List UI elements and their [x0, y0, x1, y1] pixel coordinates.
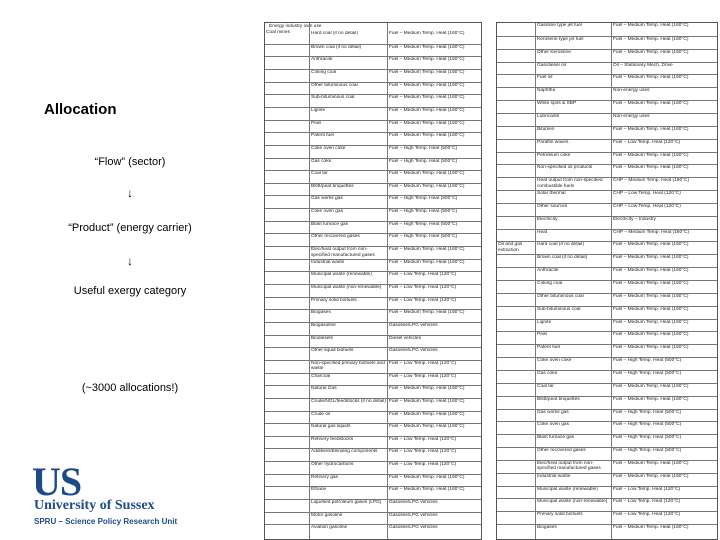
product-cell: Biogases — [537, 525, 557, 531]
category-cell: Fuel – Medium Temp. Heat (160°C) — [389, 120, 465, 126]
category-cell: Fuel – Medium Temp. Heat (160°C) — [389, 411, 465, 417]
table-row — [497, 74, 717, 88]
product-cell: Anthracite — [537, 268, 559, 274]
allocation-table-right — [496, 22, 718, 540]
category-cell: Fuel – Medium Temp. Heat (160°C) — [389, 183, 465, 189]
category-cell: Fuel – Medium Temp. Heat (160°C) — [613, 242, 689, 248]
table-row — [265, 423, 481, 437]
table-row — [265, 461, 481, 475]
product-cell: Non-specified oil products — [537, 165, 593, 171]
down-arrow-icon: ↓ — [127, 186, 133, 200]
category-cell: Fuel – Medium Temp. Heat (160°C) — [613, 396, 689, 402]
table-row — [265, 335, 481, 349]
category-cell: Fuel – Low Temp. Heat (120°C) — [389, 436, 457, 442]
category-cell: Gasoline/LPG vehicles — [389, 500, 438, 506]
category-cell: Fuel – High Temp. Heat (500°C) — [389, 145, 458, 151]
table-row — [497, 293, 717, 307]
product-cell: Other liquid biofuels — [311, 348, 354, 354]
table-row — [497, 254, 717, 268]
category-cell: Fuel – High Temp. Heat (500°C) — [389, 196, 458, 202]
product-cell: Peat — [537, 332, 547, 338]
product-cell: Hard coal (if no detail) — [537, 242, 584, 248]
product-cell: Other hydrocarbons — [311, 462, 354, 468]
category-cell: Fuel – High Temp. Heat (500°C) — [613, 370, 682, 376]
category-cell: CHP – Low Temp. Heat (120°C) — [613, 203, 681, 209]
category-cell: Fuel – Medium Temp. Heat (160°C) — [613, 473, 689, 479]
category-cell: Fuel – Medium Temp. Heat (160°C) — [613, 332, 689, 338]
table-row — [497, 36, 717, 50]
category-cell: Electricity – Industry — [613, 216, 656, 222]
product-cell: Anthracite — [311, 57, 333, 63]
category-cell: Fuel – Medium Temp. Heat (160°C) — [613, 383, 689, 389]
product-cell: Other recovered gases — [311, 234, 360, 240]
table-row — [497, 216, 717, 230]
table-row — [497, 126, 717, 140]
table-row — [265, 474, 481, 488]
table-row — [497, 511, 717, 525]
product-cell: Kerosene type jet fuel — [537, 36, 584, 42]
category-cell: Fuel – Medium Temp. Heat (160°C) — [613, 255, 689, 261]
category-cell: Fuel – Low Temp. Heat (120°C) — [389, 462, 457, 468]
category-cell: Fuel – Medium Temp. Heat (160°C) — [389, 386, 465, 392]
product-cell: Petroleum coke — [537, 152, 571, 158]
category-cell: Fuel – Low Temp. Heat (120°C) — [389, 285, 457, 290]
table-row — [497, 498, 717, 512]
table-row — [265, 69, 481, 83]
product-cell: Heat output from non-specified combustible fuels — [537, 178, 603, 189]
table-row — [265, 208, 481, 222]
table-row — [265, 183, 481, 197]
group-label-oil-gas-extraction: Oil and gas extraction — [498, 242, 523, 254]
category-cell: Fuel – Low Temp. Heat (120°C) — [613, 499, 681, 505]
category-cell: Fuel – Medium Temp. Heat (160°C) — [389, 57, 465, 63]
table-row — [265, 44, 481, 58]
product-cell: Fuel oil — [537, 75, 553, 81]
category-cell: Gasoline/LPG vehicles — [389, 322, 438, 328]
table-row — [497, 396, 717, 410]
table-row — [497, 421, 717, 435]
category-cell: Fuel – Medium Temp. Heat (160°C) — [613, 306, 689, 312]
product-cell: Solar thermal — [537, 191, 566, 197]
product-cell: Aviation gasoline — [311, 525, 348, 531]
table-row — [265, 132, 481, 146]
table-row — [265, 145, 481, 159]
logo-university-name: University of Sussex — [34, 498, 155, 513]
product-cell: Charcoal — [311, 373, 331, 379]
product-cell: Hard coal (if no detail) — [311, 31, 358, 36]
category-cell: Fuel – Low Temp. Heat (120°C) — [389, 297, 457, 303]
table-row — [497, 486, 717, 500]
product-cell: Gasoline type jet fuel — [537, 23, 582, 28]
table-row — [497, 177, 717, 191]
product-cell: Industrial waste — [311, 259, 345, 265]
product-cell: Lignite — [311, 107, 326, 113]
product-cell: Coke oven coke — [537, 358, 572, 364]
product-cell: Lubricants — [537, 113, 560, 119]
category-cell: Fuel – Low Temp. Heat (120°C) — [613, 512, 681, 518]
product-cell: Biodiesels — [311, 335, 333, 341]
table-row — [265, 398, 481, 412]
category-cell: Fuel – Low Temp. Heat (120°C) — [613, 139, 681, 145]
table-row — [265, 271, 481, 285]
table-row — [265, 499, 481, 513]
table-row — [265, 107, 481, 121]
category-cell: CHP – Medium Temp. Heat (160°C) — [613, 178, 690, 184]
category-cell: Fuel – Medium Temp. Heat (160°C) — [613, 293, 689, 299]
table-row — [497, 447, 717, 461]
table-row — [265, 221, 481, 235]
table-row — [497, 306, 717, 320]
category-cell: Gasoline/LPG vehicles — [389, 348, 438, 354]
product-cell: Blast furnace gas — [311, 221, 349, 227]
product-cell: Primary solid biofuels — [311, 297, 357, 303]
product-cell: Refinery gas — [311, 474, 338, 480]
product-cell: Liquefied petroleum gases (LPG) — [311, 500, 382, 506]
product-cell: Sub-bituminous coal — [537, 306, 581, 312]
table-header: Energy industry own use — [269, 24, 322, 29]
category-cell: Fuel – Medium Temp. Heat (160°C) — [389, 69, 465, 75]
product-cell: Peat — [311, 120, 321, 126]
product-cell: Gas works gas — [311, 196, 343, 202]
category-cell: Fuel – High Temp. Heat (500°C) — [389, 234, 458, 240]
category-cell: Non-energy uses — [613, 113, 650, 119]
product-cell: Municipal waste (non-renewable) — [311, 285, 382, 290]
category-cell: Fuel – High Temp. Heat (500°C) — [613, 435, 682, 441]
table-row — [265, 524, 481, 538]
category-cell: Fuel – Medium Temp. Heat (160°C) — [613, 126, 689, 132]
product-cell: Natural gas liquids — [311, 424, 351, 430]
product-cell: Coal tar — [311, 171, 328, 177]
category-cell: Gasoline/LPG vehicles — [389, 525, 438, 531]
group-label-coal-mines: Coal mines — [266, 30, 290, 35]
table-row — [497, 49, 717, 63]
category-cell: Fuel – Medium Temp. Heat (160°C) — [613, 460, 689, 466]
logo-unit-name: SPRU – Science Policy Research Unit — [34, 517, 178, 526]
table-row — [497, 152, 717, 166]
product-cell: Gas/diesel oil — [537, 62, 566, 68]
product-cell: Coke oven gas — [537, 422, 569, 428]
table-row — [265, 347, 481, 361]
table-row — [497, 87, 717, 101]
product-cell: Municipal waste (non-renewable) — [537, 499, 608, 505]
table-row — [265, 158, 481, 172]
table-row — [497, 23, 717, 36]
product-cell: Non-specified primary biofuels and waste — [311, 360, 385, 372]
category-cell: Fuel – Medium Temp. Heat (160°C) — [389, 44, 465, 50]
product-cell: Coking coal — [537, 281, 563, 286]
category-cell: CHP – Low Temp. Heat (120°C) — [613, 191, 681, 197]
product-cell: Crude oil — [311, 411, 331, 417]
category-cell: Fuel – Medium Temp. Heat (160°C) — [613, 101, 689, 107]
table-row — [265, 259, 481, 273]
category-cell: Fuel – High Temp. Heat (500°C) — [613, 358, 682, 364]
table-row — [497, 383, 717, 397]
table-row — [497, 473, 717, 487]
product-cell: Elec/heat output from non-specified manufactured gases — [537, 460, 601, 472]
category-cell: Diesel vehicles — [389, 335, 421, 341]
table-row — [497, 460, 717, 474]
category-cell: Fuel – Medium Temp. Heat (160°C) — [389, 310, 465, 316]
table-row — [497, 280, 717, 294]
category-cell: Fuel – High Temp. Heat (500°C) — [613, 448, 682, 454]
table-row — [265, 309, 481, 323]
category-cell: Gasoline/LPG vehicles — [389, 512, 438, 518]
table-row — [497, 409, 717, 423]
table-row — [497, 524, 717, 538]
product-cell: Coke oven coke — [311, 145, 346, 151]
product-cell: Gas coke — [311, 158, 332, 164]
category-cell: Fuel – Low Temp. Heat (120°C) — [389, 449, 457, 455]
product-cell: BKB/peat briquettes — [537, 396, 580, 402]
product-cell: White spirit & SBP — [537, 101, 577, 107]
product-cell: Other sources — [537, 203, 568, 209]
logo-mark: US — [32, 459, 82, 504]
category-cell: Fuel – Medium Temp. Heat (160°C) — [613, 49, 689, 55]
table-row — [497, 164, 717, 178]
product-cell: Brown coal (if no detail) — [537, 255, 588, 261]
category-cell: Fuel – Medium Temp. Heat (160°C) — [389, 171, 465, 177]
category-cell: Fuel – High Temp. Heat (500°C) — [613, 422, 682, 428]
category-cell: Fuel – Medium Temp. Heat (160°C) — [613, 319, 689, 325]
table-row — [497, 62, 717, 76]
allocations-note: (~3000 allocations!) — [81, 382, 179, 394]
category-cell: Oil – Stationary Mech. Drive — [613, 62, 673, 68]
table-row — [265, 170, 481, 184]
product-cell: Bitumen — [537, 126, 555, 132]
category-cell: Fuel – Medium Temp. Heat (160°C) — [389, 424, 465, 430]
product-cell: Patent fuel — [537, 345, 560, 351]
table-row — [497, 203, 717, 217]
flow-step-useful-exergy: Useful exergy category — [73, 285, 187, 297]
category-cell: Fuel – Medium Temp. Heat (160°C) — [613, 36, 689, 42]
table-row — [265, 120, 481, 134]
product-cell: Lignite — [537, 319, 552, 325]
table-row — [497, 319, 717, 333]
product-cell: Gas works gas — [537, 409, 569, 415]
category-cell: Fuel – Medium Temp. Heat (160°C) — [389, 247, 465, 253]
product-cell: Heat — [537, 229, 548, 235]
slide-title: Allocation — [44, 101, 117, 118]
product-cell: Coal tar — [537, 383, 554, 389]
table-row — [265, 246, 481, 260]
table-row — [265, 233, 481, 247]
product-cell: Motor gasoline — [311, 512, 343, 518]
product-cell: Crude/NGL/feedstocks (if no detail) — [311, 398, 386, 404]
category-cell: Fuel – Medium Temp. Heat (160°C) — [389, 133, 465, 139]
table-row — [265, 297, 481, 311]
product-cell: Electricity — [537, 216, 558, 222]
product-cell: Brown coal (if no detail) — [311, 44, 362, 50]
product-cell: Biogases — [311, 310, 331, 316]
table-row — [497, 100, 717, 114]
category-cell: Fuel – Low Temp. Heat (120°C) — [389, 373, 457, 379]
category-cell: Fuel – Low Temp. Heat (120°C) — [613, 486, 681, 492]
category-cell: Fuel – High Temp. Heat (500°C) — [389, 221, 458, 227]
category-cell: Fuel – Medium Temp. Heat (160°C) — [389, 95, 465, 101]
table-row — [265, 436, 481, 450]
product-cell: Biogasoline — [311, 322, 336, 328]
product-cell: Other recovered gases — [537, 448, 586, 454]
category-cell: Non-energy uses — [613, 88, 650, 94]
product-cell: Natural Gas — [311, 386, 337, 392]
table-row — [497, 229, 717, 243]
table-row — [265, 486, 481, 500]
table-row — [497, 267, 717, 281]
table-row — [265, 448, 481, 462]
down-arrow-icon: ↓ — [127, 254, 133, 268]
table-row — [265, 411, 481, 425]
product-cell: Other Kerosene — [537, 49, 571, 55]
table-row — [265, 512, 481, 526]
product-cell: Gas coke — [537, 370, 558, 376]
category-cell: Fuel – Medium Temp. Heat (160°C) — [613, 75, 689, 81]
table-row — [497, 357, 717, 371]
table-row — [497, 139, 717, 153]
category-cell: Fuel – Medium Temp. Heat (160°C) — [613, 525, 689, 531]
table-row — [265, 94, 481, 108]
category-cell: Fuel – Medium Temp. Heat (160°C) — [389, 487, 465, 493]
product-cell: Elec/heat output from non-specified manufactured gases — [311, 247, 375, 258]
product-cell: Industrial waste — [537, 473, 571, 479]
product-cell: Municipal waste (renewable) — [311, 272, 372, 278]
table-row — [265, 284, 481, 298]
category-cell: Fuel – Medium Temp. Heat (160°C) — [613, 345, 689, 351]
allocation-table-left — [264, 22, 482, 540]
table-row — [497, 113, 717, 127]
product-cell: Patent fuel — [311, 133, 334, 139]
category-cell: Fuel – Medium Temp. Heat (160°C) — [613, 165, 689, 171]
university-logo — [32, 459, 262, 532]
category-cell: Fuel – Medium Temp. Heat (160°C) — [613, 23, 689, 28]
category-cell: Fuel – Low Temp. Heat (120°C) — [389, 272, 457, 278]
product-cell: Other bituminous coal — [537, 293, 584, 299]
product-cell: Sub-bituminous coal — [311, 95, 355, 101]
category-cell: Fuel – High Temp. Heat (500°C) — [613, 409, 682, 415]
product-cell: Municipal waste (renewable) — [537, 486, 598, 492]
table-row — [265, 385, 481, 399]
category-cell: Fuel – Medium Temp. Heat (160°C) — [389, 474, 465, 480]
table-row — [497, 190, 717, 204]
table-row — [265, 82, 481, 96]
category-cell: Fuel – Medium Temp. Heat (160°C) — [389, 398, 465, 404]
category-cell: Fuel – Low Temp. Heat (120°C) — [389, 360, 457, 366]
table-row — [265, 322, 481, 336]
product-cell: Naphtha — [537, 88, 556, 94]
table-row — [497, 370, 717, 384]
table-row — [265, 360, 481, 374]
slide-left-panel — [0, 0, 260, 540]
table-row — [497, 241, 717, 255]
product-cell: Paraffin waxes — [537, 139, 569, 145]
category-cell: Fuel – Medium Temp. Heat (160°C) — [389, 82, 465, 88]
product-cell: BKB/peat briquettes — [311, 183, 354, 189]
table-row — [497, 434, 717, 448]
table-row — [265, 373, 481, 387]
flow-step-product: “Product” (energy carrier) — [68, 222, 192, 234]
product-cell: Coking coal — [311, 69, 337, 75]
category-cell: Fuel – Medium Temp. Heat (160°C) — [389, 259, 465, 265]
category-cell: Fuel – Medium Temp. Heat (160°C) — [389, 31, 465, 36]
table-row — [497, 331, 717, 345]
product-cell: Coke oven gas — [311, 209, 343, 215]
table-row — [265, 56, 481, 70]
category-cell: CHP – Medium Temp. Heat (160°C) — [613, 229, 690, 235]
product-cell: Additives/blending components — [311, 449, 378, 455]
category-cell: Fuel – Medium Temp. Heat (160°C) — [613, 152, 689, 158]
product-cell: Primary solid biofuels — [537, 512, 583, 518]
table-row — [265, 31, 481, 44]
product-cell: Blast furnace gas — [537, 435, 575, 441]
category-cell: Fuel – High Temp. Heat (500°C) — [389, 209, 458, 215]
category-cell: Fuel – Medium Temp. Heat (160°C) — [613, 281, 689, 286]
table-row — [497, 344, 717, 358]
flow-step-sector: “Flow” (sector) — [94, 156, 166, 168]
product-cell: Refinery feedstocks — [311, 436, 354, 442]
category-cell: Fuel – Medium Temp. Heat (160°C) — [389, 107, 465, 113]
category-cell: Fuel – Medium Temp. Heat (160°C) — [613, 268, 689, 274]
category-cell: Fuel – High Temp. Heat (500°C) — [389, 158, 458, 164]
table-row — [265, 195, 481, 209]
product-cell: Other bituminous coal — [311, 82, 358, 88]
product-cell: Ethane — [311, 487, 327, 493]
